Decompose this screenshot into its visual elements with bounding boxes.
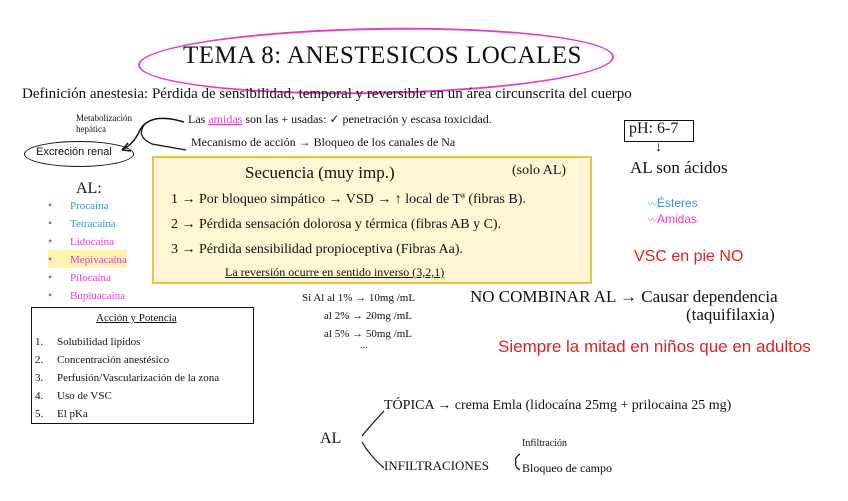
accion-item xyxy=(35,369,219,387)
tree-infiltraciones: INFILTRACIONES xyxy=(384,458,489,473)
page-title: TEMA 8: ANESTESICOS LOCALES xyxy=(183,42,582,69)
sequence-reversion: La reversión ocurre en sentido inverso (3,2,1) xyxy=(225,265,445,279)
accion-label: Perfusión/Vascularización de la zona xyxy=(57,372,220,384)
al-item-tetracaina xyxy=(48,214,127,232)
bullet-icon: • xyxy=(48,216,53,230)
bullet-icon: • xyxy=(48,252,53,266)
tree-root: AL xyxy=(320,430,342,447)
al-item-lidocaina xyxy=(48,232,127,250)
al-item-label: Tetracaína xyxy=(70,218,116,230)
accion-number: 3. xyxy=(35,372,44,384)
al-item-bupiuacaina xyxy=(48,286,127,304)
accion-label: Solubilidad lípidos xyxy=(57,336,141,348)
accion-label: El pKa xyxy=(57,408,88,420)
accion-number: 1. xyxy=(35,336,44,348)
definition-text: Definición anestesia: Pérdida de sensibilidad, temporal y reversible en un área circunscrita del cuerpo xyxy=(22,86,632,102)
dose-line3: al 5% → 50mg /mL xyxy=(324,328,412,340)
metabolism-line1: Metabolización xyxy=(76,113,132,123)
al-item-label: Procaína xyxy=(70,200,109,212)
sequence-title: Secuencia (muy imp.) xyxy=(245,163,395,182)
metabolism-line2: hepática xyxy=(76,124,106,134)
accion-number: 2. xyxy=(35,354,44,366)
dose-line1: Si Al al 1% → 10mg /mL xyxy=(302,292,416,304)
accion-number: 4. xyxy=(35,390,44,402)
al-list xyxy=(48,196,127,304)
accion-list xyxy=(35,333,219,423)
accion-heading: Acción y Potencia xyxy=(96,312,177,324)
accion-label: Uso de VSC xyxy=(57,390,112,402)
al-item-label: Pilocaína xyxy=(70,272,111,284)
dose-line2: al 2% → 20mg /mL xyxy=(324,310,412,322)
tree-infiltracion: Infiltración xyxy=(522,438,567,449)
al-item-label: Bupiuacaína xyxy=(70,290,125,302)
al-item-procaina xyxy=(48,196,127,214)
bullet-icon: • xyxy=(48,234,53,248)
al-item-pilocaina xyxy=(48,268,127,286)
amidas-highlight: amidas xyxy=(208,112,243,126)
uses-suffix: son las + usadas: ✓ penetración y escasa toxicidad. xyxy=(242,112,492,126)
al-acidos-label: AL son ácidos xyxy=(630,158,728,177)
tree-bloqueo: Bloqueo de campo xyxy=(522,461,612,475)
mechanism-text: Mecanismo de acción → Bloqueo de los canales de Na xyxy=(191,135,456,149)
esteres-text: Ésteres xyxy=(657,196,698,210)
sequence-step2: 2 → Pérdida sensación dolorosa y térmica (fibras AB y C). xyxy=(171,217,502,232)
tree-topica: TÓPICA → crema Emla (lidocaína 25mg + prilocaina 25 mg) xyxy=(384,398,732,413)
sequence-step3: 3 → Pérdida sensibilidad propioceptiva (Fibras Aa). xyxy=(171,242,463,257)
accion-label: Concentración anestésico xyxy=(57,354,170,366)
uses-prefix: Las xyxy=(188,112,209,126)
al-item-label: Mepivacaína xyxy=(70,254,127,266)
accion-number: 5. xyxy=(35,408,44,420)
taquifilaxia-text: (taquifilaxia) xyxy=(686,305,775,324)
al-heading: AL: xyxy=(76,180,102,197)
ph-label: pH: 6-7 xyxy=(629,120,679,137)
vsc-label: VSC en pie NO xyxy=(634,248,744,265)
al-item-label: Lidocaína xyxy=(70,236,114,248)
ph-arrow: ↓ xyxy=(655,140,662,155)
amidas-label xyxy=(648,212,697,226)
amidas-mark-icon: 〰 xyxy=(648,215,658,225)
accion-item xyxy=(35,405,219,423)
esteres-label xyxy=(648,196,698,210)
bullet-icon: • xyxy=(48,198,53,212)
accion-item xyxy=(35,333,219,351)
mitad-text: Siempre la mitad en niños que en adultos xyxy=(498,337,811,356)
al-item-mepivacaina xyxy=(48,250,127,268)
esteres-mark-icon: 〰 xyxy=(648,199,658,209)
accion-item xyxy=(35,351,219,369)
excretion-label: Excreción renal xyxy=(36,146,112,158)
amidas-text: Amidas xyxy=(657,212,698,226)
uses-text xyxy=(188,112,492,127)
bullet-icon: • xyxy=(48,270,53,284)
bullet-icon: • xyxy=(48,288,53,302)
no-combinar-text: NO COMBINAR AL → Causar dependencia xyxy=(470,287,778,306)
sequence-note: (solo AL) xyxy=(512,163,567,178)
sequence-step1: 1 → Por bloqueo simpático → VSD → ↑ local de Tª (fibras B). xyxy=(171,192,526,207)
dose-line4: ... xyxy=(360,340,368,351)
accion-item xyxy=(35,387,219,405)
